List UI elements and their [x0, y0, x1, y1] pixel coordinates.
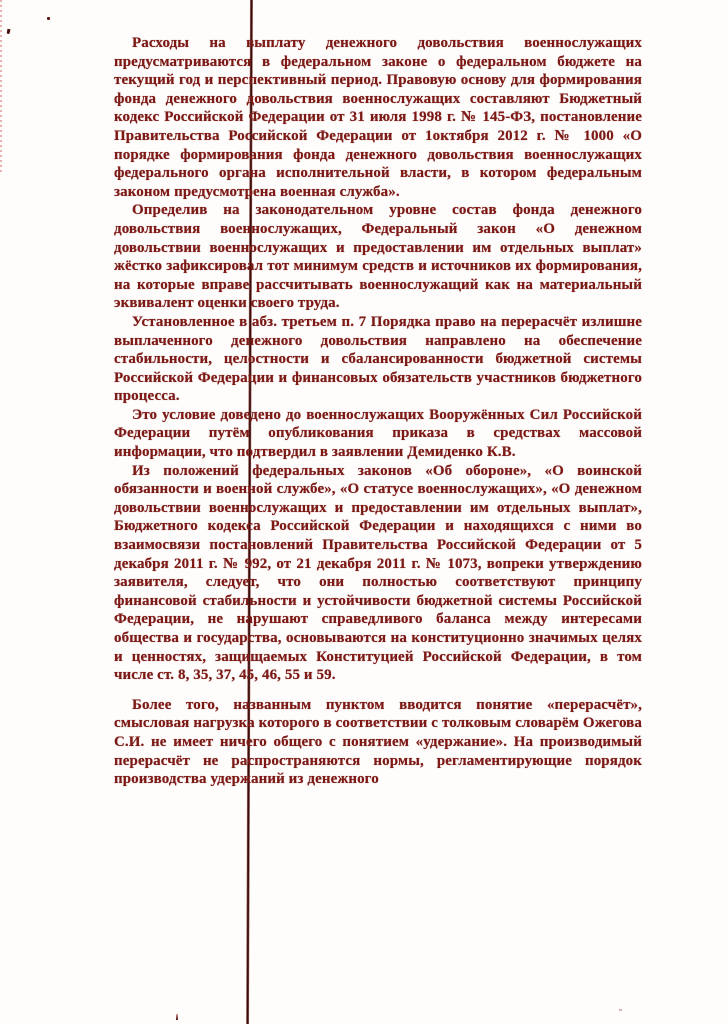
- paragraph-laws-compliance: Из положений федеральных законов «Об обороне», «О воинской обязанности и военной службе», «О статусе военнослужащих», «О денежном довольствии военнослужащих и предоставлении им отдельных выплат», Бюджетного кодекса Российской Федерации и находящихся с ними во взаимосвязи постановлений Правительства Российской Федерации от 5 декабря 2011 г. № 992, от 21 декабря 2011 г. № 1073, вопреки утверждению заявителя, следует, что они полностью соответствуют принципу финансовой стабильности и устойчивости бюджетной системы Российской Федерации, не нарушают справедливого баланса между интересами общества и государства, основываются на конституционно значимых целях и ценностях, защищаемых Конституцией Российской Федерации, в том числе ст. 8, 35, 37, 45, 46, 55 и 59.: [114, 462, 642, 684]
- ink-speck-top: [47, 17, 50, 20]
- scan-edge-artifact: [0, 0, 2, 175]
- paragraph-fund-composition: Определив на законодательном уровне состав фонда денежного довольствия военнослужащих, Федеральный закон «О денежном довольствии военнослужащих и предоставлении им отдельных выплат» жёстко зафиксировал тот минимум средств и источников их формирования, на которые вправе рассчитывать военнослужащий как на материальный эквивалент оценки своего труда.: [114, 202, 642, 312]
- paragraph-expenses-legal-basis: Расходы на выплату денежного довольствия военнослужащих предусматриваются в федеральном законе о федеральном бюджете на текущий год и перспективный период. Правовую основу для формирования фонда денежного довольствия военнослужащих составляют Бюджетный кодекс Российской Федерации от 31 июля 1998 г. № 145-ФЗ, постановление Правительства Российской Федерации от 1октября 2012 г. № 1000 «О порядке формирования фонда денежного довольствия военнослужащих федерального органа исполнительной власти, в котором федеральным законом предусмотрена военная служба».: [114, 35, 642, 200]
- paragraph-order-publication: Это условие доведено до военнослужащих Вооружённых Сил Российской Федерации путём опубликования приказа в средствах массовой информации, что подтвердил в заявлении Демиденко К.В.: [114, 406, 642, 461]
- ink-speck-right: [619, 1009, 622, 1011]
- paragraph-pereraschet-term: Более того, названным пунктом вводится понятие «перерасчёт», смысловая нагрузка которого в соответствии с толковым словарём Ожегова С.И. не имеет ничего общего с понятием «удержание». На производимый перерасчёт не распространяются нормы, регламентирующие порядок производства удержаний из денежного: [114, 696, 642, 788]
- ink-speck-bottom: [176, 1014, 178, 1020]
- document-text: [114, 34, 642, 789]
- ink-speck-comma: [7, 29, 11, 35]
- paragraph-recalculation-right: Установленное в абз. третьем п. 7 Порядка право на перерасчёт излишне выплаченного денежного довольствия направлено на обеспечение стабильности, целостности и сбалансированности бюджетной системы Российской Федерации и финансовых обязательств участников бюджетного процесса.: [114, 313, 642, 405]
